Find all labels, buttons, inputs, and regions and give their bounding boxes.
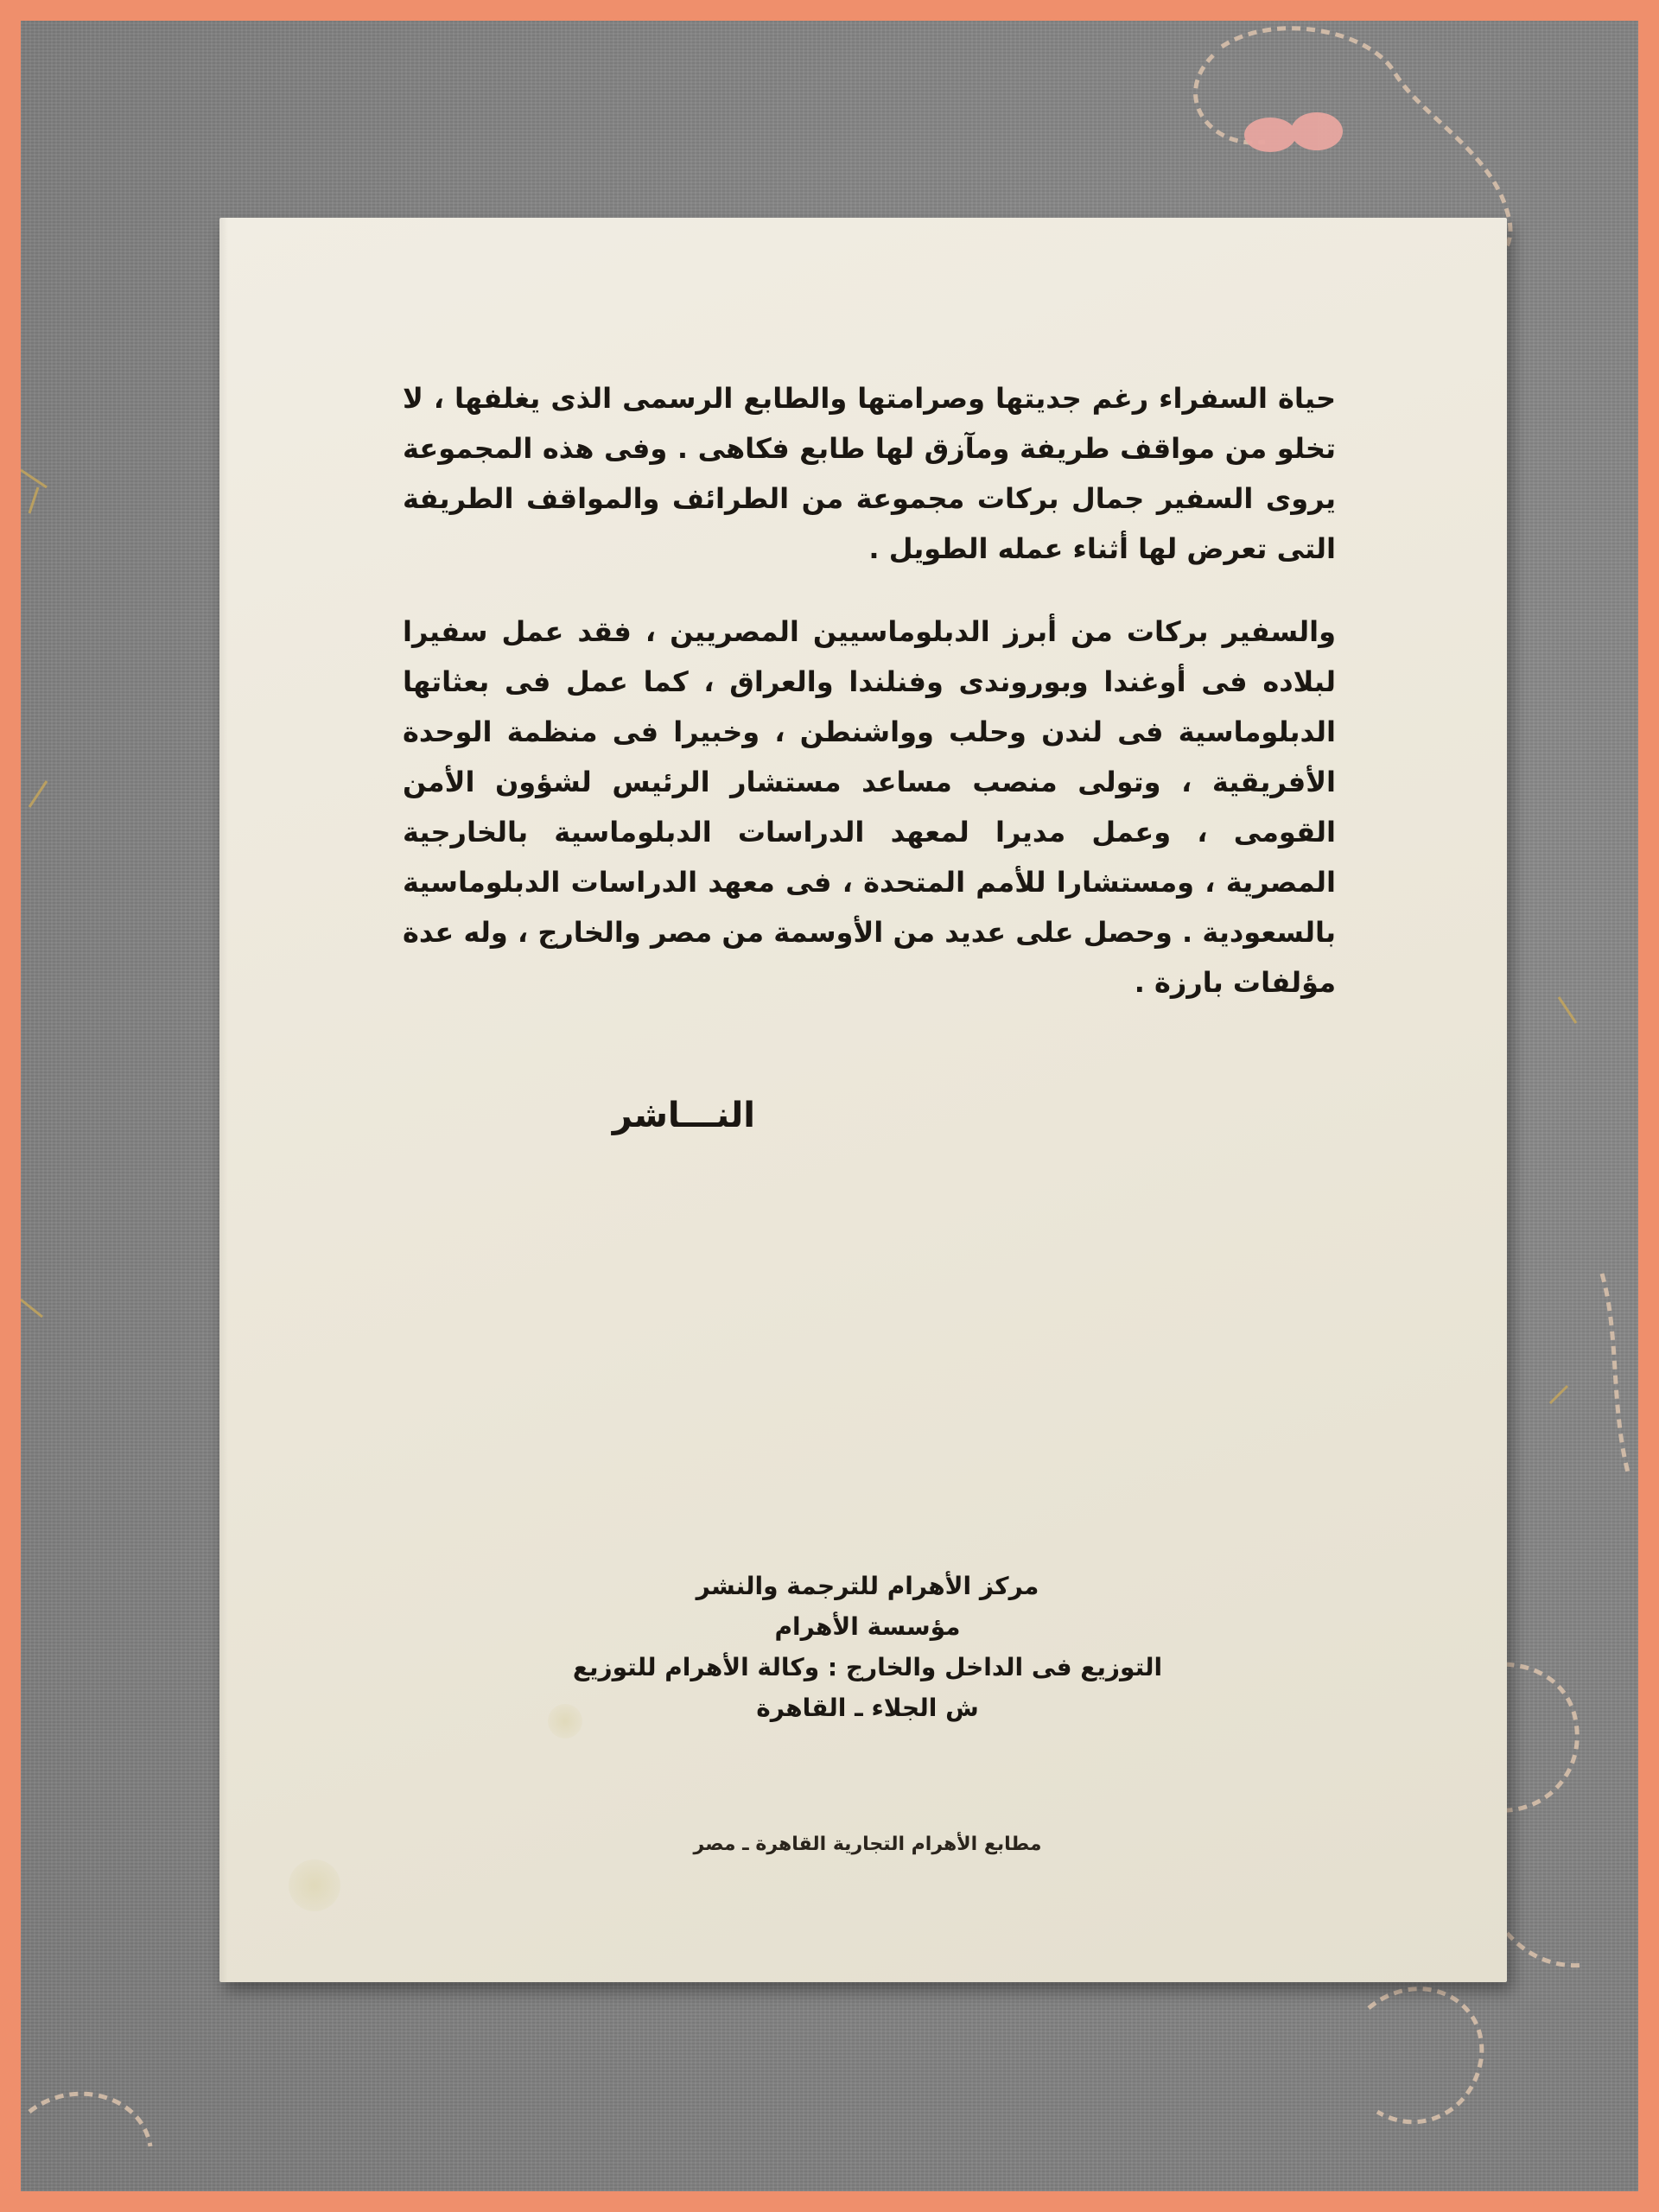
publisher-line: التوزيع فى الداخل والخارج : وكالة الأهرام للتوزيع [572,1653,1163,1681]
publisher-info [479,1566,1256,1728]
publisher-line: ش الجلاء ـ القاهرة [756,1694,979,1722]
blurb-paragraph: حياة السفراء رغم جديتها وصرامتها والطابع الرسمى الذى يغلفها ، لا تخلو من مواقف طريفة ومآزق لها طابع فكاهى . وفى هذه المجموعة يروى السفير جمال بركات مجموعة من الطرائف والمواقف الطريفة التى تعرض لها أثناء عمله الطويل . [403,382,1336,565]
publisher-line: مركز الأهرام للترجمة والنشر [696,1572,1039,1600]
book-back-cover [219,218,1507,1982]
publisher-line: مؤسسة الأهرام [774,1612,961,1641]
publisher-signature: النـــاشر [612,1096,755,1135]
blurb-paragraph: والسفير بركات من أبرز الدبلوماسيين المصريين ، فقد عمل سفيرا لبلاده فى أوغندا وبوروندى وفنلندا والعراق ، كما عمل فى بعثاتها الدبلوماسية فى لندن وحلب وواشنطن ، وخبيرا فى منظمة الوحدة الأفريقية ، وتولى منصب مساعد مستشار الرئيس لشؤون الأمن القومى ، وعمل مديرا لمعهد الدراسات الدبلوماسية بالخارجية المصرية ، ومستشارا للأمم المتحدة ، فى معهد الدراسات الدبلوماسية بالسعودية . وحصل على عديد من الأوسمة من مصر والخارج ، وله عدة مؤلفات بارزة . [403,615,1336,999]
printer-line: مطابع الأهرام التجارية القاهرة ـ مصر [693,1834,1042,1855]
paper-stain [289,1859,340,1911]
blurb-text [403,373,1336,1040]
photo-frame [21,21,1638,2191]
